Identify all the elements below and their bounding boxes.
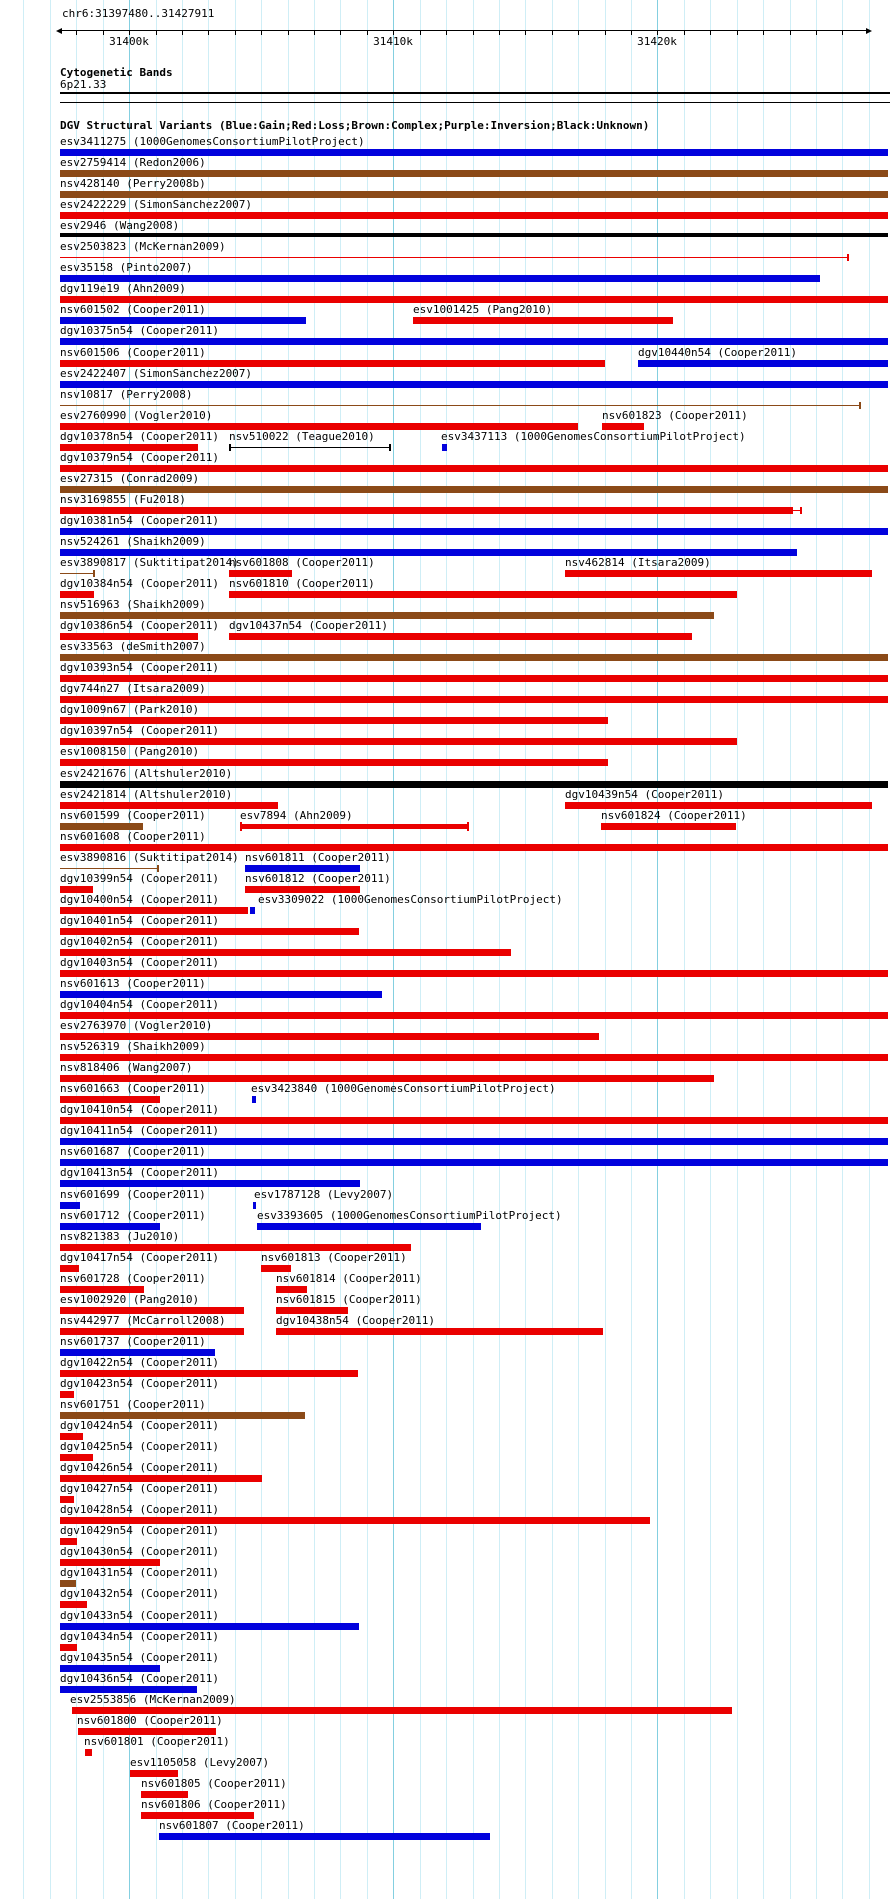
variant-bar[interactable] bbox=[60, 1202, 80, 1209]
variant-label[interactable]: dgv10430n54 (Cooper2011) bbox=[60, 1545, 219, 1558]
variant-span-line[interactable] bbox=[60, 868, 158, 869]
variant-label[interactable]: dgv10424n54 (Cooper2011) bbox=[60, 1419, 219, 1432]
variant-bar[interactable] bbox=[60, 1265, 79, 1272]
variant-label[interactable]: nsv442977 (McCarroll2008) bbox=[60, 1314, 226, 1327]
ruler-tick bbox=[578, 30, 579, 35]
ruler-left-arrow-icon bbox=[56, 28, 62, 34]
variant-bar[interactable] bbox=[60, 928, 359, 935]
variant-label[interactable]: dgv10393n54 (Cooper2011) bbox=[60, 661, 219, 674]
variant-end-tick bbox=[859, 402, 861, 409]
variant-label[interactable]: esv1105058 (Levy2007) bbox=[130, 1756, 270, 1769]
variant-label[interactable]: nsv601506 (Cooper2011) bbox=[60, 346, 206, 359]
ruler-tick bbox=[208, 30, 209, 35]
variant-label[interactable]: esv3411275 (1000GenomesConsortiumPilotProject) bbox=[60, 135, 365, 148]
variant-label[interactable]: nsv601807 (Cooper2011) bbox=[159, 1819, 305, 1832]
variant-bar[interactable] bbox=[60, 949, 511, 956]
variant-span-line[interactable] bbox=[60, 573, 94, 574]
variant-bar[interactable] bbox=[565, 802, 872, 809]
variant-bar[interactable] bbox=[229, 570, 292, 577]
variant-label[interactable]: esv1008150 (Pang2010) bbox=[60, 745, 200, 758]
variant-bar[interactable] bbox=[60, 1307, 244, 1314]
variant-label[interactable]: esv2760990 (Vogler2010) bbox=[60, 409, 213, 422]
variant-bar[interactable] bbox=[159, 1833, 490, 1840]
variant-bar[interactable] bbox=[60, 1328, 244, 1335]
variant-label[interactable]: nsv601800 (Cooper2011) bbox=[77, 1714, 223, 1727]
variant-end-tick bbox=[157, 865, 159, 872]
variant-label[interactable]: dgv10397n54 (Cooper2011) bbox=[60, 724, 219, 737]
variant-label[interactable]: nsv601663 (Cooper2011) bbox=[60, 1082, 206, 1095]
variant-label[interactable]: nsv601699 (Cooper2011) bbox=[60, 1188, 206, 1201]
variant-label[interactable]: nsv601808 (Cooper2011) bbox=[229, 556, 375, 569]
gridline bbox=[50, 0, 51, 1899]
variant-bar[interactable] bbox=[60, 1517, 650, 1524]
variant-label[interactable]: nsv821383 (Ju2010) bbox=[60, 1230, 180, 1243]
variant-bar[interactable] bbox=[60, 233, 888, 237]
variant-bar[interactable] bbox=[60, 486, 888, 493]
variant-bar[interactable] bbox=[60, 1033, 599, 1040]
variant-bar[interactable] bbox=[60, 1454, 93, 1461]
variant-bar[interactable] bbox=[60, 1223, 160, 1230]
variant-bar[interactable] bbox=[60, 781, 888, 788]
variant-label[interactable]: esv2763970 (Vogler2010) bbox=[60, 1019, 213, 1032]
variant-bar[interactable] bbox=[60, 675, 888, 682]
variant-bar[interactable] bbox=[141, 1791, 188, 1798]
variant-label[interactable]: dgv10423n54 (Cooper2011) bbox=[60, 1377, 219, 1390]
variant-bar[interactable] bbox=[60, 1370, 358, 1377]
variant-bar[interactable] bbox=[60, 317, 306, 324]
ruler-tick bbox=[525, 30, 526, 35]
variant-bar[interactable] bbox=[442, 444, 447, 451]
variant-label[interactable]: esv7894 (Ahn2009) bbox=[240, 809, 353, 822]
variant-bar[interactable] bbox=[229, 633, 692, 640]
variant-bar[interactable] bbox=[60, 886, 93, 893]
ruler-tick bbox=[446, 30, 447, 35]
variant-bar[interactable] bbox=[240, 824, 468, 829]
ruler-tick bbox=[340, 30, 341, 35]
variant-label[interactable]: nsv3169855 (Fu2018) bbox=[60, 493, 186, 506]
ruler-tick bbox=[842, 30, 843, 35]
region-title: chr6:31397480..31427911 bbox=[62, 7, 215, 20]
variant-bar[interactable] bbox=[60, 654, 888, 661]
variant-bar[interactable] bbox=[130, 1770, 178, 1777]
ruler-tick bbox=[763, 30, 764, 35]
variant-bar[interactable] bbox=[60, 1391, 74, 1398]
variant-bar[interactable] bbox=[257, 1223, 481, 1230]
variant-bar[interactable] bbox=[250, 907, 255, 914]
ruler-tick bbox=[288, 30, 289, 35]
variant-label[interactable]: dgv10439n54 (Cooper2011) bbox=[565, 788, 724, 801]
variant-bar[interactable] bbox=[252, 1096, 256, 1103]
variant-label[interactable]: esv2421676 (Altshuler2010) bbox=[60, 767, 233, 780]
ruler-tick bbox=[235, 30, 236, 35]
variant-label[interactable]: nsv526319 (Shaikh2009) bbox=[60, 1040, 206, 1053]
variant-bar[interactable] bbox=[60, 759, 608, 766]
variant-bar[interactable] bbox=[60, 149, 888, 156]
variant-label[interactable]: dgv10403n54 (Cooper2011) bbox=[60, 956, 219, 969]
cytoband-label: 6p21.33 bbox=[60, 78, 107, 91]
variant-bar[interactable] bbox=[60, 633, 198, 640]
variant-bar[interactable] bbox=[60, 823, 143, 830]
variant-label[interactable]: dgv10381n54 (Cooper2011) bbox=[60, 514, 219, 527]
variant-label[interactable]: dgv10436n54 (Cooper2011) bbox=[60, 1672, 219, 1685]
variant-label[interactable]: nsv428140 (Perry2008b) bbox=[60, 177, 206, 190]
variant-label[interactable]: dgv10411n54 (Cooper2011) bbox=[60, 1124, 219, 1137]
ruler-tick bbox=[816, 30, 817, 35]
gridline bbox=[552, 0, 553, 1899]
gridline bbox=[842, 0, 843, 1899]
variant-bar[interactable] bbox=[60, 1412, 305, 1419]
gridline bbox=[763, 0, 764, 1899]
variant-label[interactable]: esv3890817 (Suktitipat2014) bbox=[60, 556, 239, 569]
variant-bar[interactable] bbox=[60, 907, 248, 914]
variant-label[interactable]: dgv10375n54 (Cooper2011) bbox=[60, 324, 219, 337]
variant-bar[interactable] bbox=[601, 823, 736, 830]
variant-bar[interactable] bbox=[60, 1433, 83, 1440]
variant-bar[interactable] bbox=[60, 1180, 360, 1187]
variant-span-line[interactable] bbox=[229, 447, 390, 448]
variant-label[interactable]: nsv601814 (Cooper2011) bbox=[276, 1272, 422, 1285]
variant-label[interactable]: nsv601810 (Cooper2011) bbox=[229, 577, 375, 590]
variant-label[interactable]: nsv601824 (Cooper2011) bbox=[601, 809, 747, 822]
variant-bar[interactable] bbox=[60, 549, 797, 556]
variant-bar[interactable] bbox=[60, 1138, 888, 1145]
variant-bar[interactable] bbox=[565, 570, 872, 577]
variant-end-tick bbox=[229, 444, 231, 451]
variant-bar[interactable] bbox=[245, 865, 360, 872]
dgv-track-title: DGV Structural Variants (Blue:Gain;Red:Loss;Brown:Complex;Purple:Inversion;Black:Unknown) bbox=[60, 119, 650, 132]
variant-label[interactable]: dgv10438n54 (Cooper2011) bbox=[276, 1314, 435, 1327]
variant-label[interactable]: dgv119e19 (Ahn2009) bbox=[60, 282, 186, 295]
variant-bar[interactable] bbox=[60, 528, 888, 535]
gridline bbox=[631, 0, 632, 1899]
variant-label[interactable]: nsv601823 (Cooper2011) bbox=[602, 409, 748, 422]
variant-label[interactable]: esv3309022 (1000GenomesConsortiumPilotProject) bbox=[258, 893, 563, 906]
ruler-tick-label: 31400k bbox=[109, 35, 149, 48]
variant-bar[interactable] bbox=[276, 1307, 348, 1314]
variant-label[interactable]: dgv10401n54 (Cooper2011) bbox=[60, 914, 219, 927]
variant-bar[interactable] bbox=[60, 275, 820, 282]
variant-bar[interactable] bbox=[60, 1054, 888, 1061]
ruler-tick bbox=[684, 30, 685, 35]
variant-bar[interactable] bbox=[60, 1286, 144, 1293]
variant-bar[interactable] bbox=[60, 444, 198, 451]
variant-label[interactable]: esv3423840 (1000GenomesConsortiumPilotProject) bbox=[251, 1082, 556, 1095]
variant-label[interactable]: nsv601613 (Cooper2011) bbox=[60, 977, 206, 990]
variant-label[interactable]: nsv601712 (Cooper2011) bbox=[60, 1209, 206, 1222]
ruler-tick bbox=[737, 30, 738, 35]
gridline bbox=[684, 0, 685, 1899]
variant-bar[interactable] bbox=[229, 591, 737, 598]
variant-bar[interactable] bbox=[60, 844, 888, 851]
variant-bar[interactable] bbox=[60, 717, 608, 724]
variant-bar[interactable] bbox=[60, 696, 888, 703]
variant-bar[interactable] bbox=[60, 970, 888, 977]
variant-label[interactable]: dgv10428n54 (Cooper2011) bbox=[60, 1503, 219, 1516]
variant-label[interactable]: dgv10432n54 (Cooper2011) bbox=[60, 1587, 219, 1600]
ruler-tick bbox=[420, 30, 421, 35]
major-gridline bbox=[657, 0, 658, 1899]
variant-label[interactable]: nsv601811 (Cooper2011) bbox=[245, 851, 391, 864]
variant-bar[interactable] bbox=[60, 591, 94, 598]
variant-bar[interactable] bbox=[60, 191, 888, 198]
variant-label[interactable]: dgv10429n54 (Cooper2011) bbox=[60, 1524, 219, 1537]
variant-label[interactable]: esv2422407 (SimonSanchez2007) bbox=[60, 367, 253, 380]
ruler-tick bbox=[631, 30, 632, 35]
variant-bar[interactable] bbox=[60, 1475, 262, 1482]
variant-bar[interactable] bbox=[60, 1623, 359, 1630]
variant-label[interactable]: nsv601599 (Cooper2011) bbox=[60, 809, 206, 822]
variant-bar[interactable] bbox=[60, 507, 793, 514]
variant-label[interactable]: dgv10422n54 (Cooper2011) bbox=[60, 1356, 219, 1369]
variant-label[interactable]: esv35158 (Pinto2007) bbox=[60, 261, 193, 274]
variant-label[interactable]: nsv601805 (Cooper2011) bbox=[141, 1777, 287, 1790]
variant-label[interactable]: nsv524261 (Shaikh2009) bbox=[60, 535, 206, 548]
variant-label[interactable]: nsv462814 (Itsara2009) bbox=[565, 556, 711, 569]
variant-label[interactable]: dgv10379n54 (Cooper2011) bbox=[60, 451, 219, 464]
variant-bar[interactable] bbox=[60, 1244, 411, 1251]
variant-label[interactable]: dgv10437n54 (Cooper2011) bbox=[229, 619, 388, 632]
variant-label[interactable]: dgv10435n54 (Cooper2011) bbox=[60, 1651, 219, 1664]
ruler-tick bbox=[499, 30, 500, 35]
variant-label[interactable]: esv2946 (Wang2008) bbox=[60, 219, 180, 232]
variant-label[interactable]: esv2421814 (Altshuler2010) bbox=[60, 788, 233, 801]
variant-label[interactable]: esv2759414 (Redon2006) bbox=[60, 156, 206, 169]
variant-end-tick bbox=[847, 254, 849, 261]
variant-label[interactable]: dgv10427n54 (Cooper2011) bbox=[60, 1482, 219, 1495]
variant-bar[interactable] bbox=[60, 1580, 76, 1587]
variant-bar[interactable] bbox=[60, 1349, 215, 1356]
variant-label[interactable]: nsv601815 (Cooper2011) bbox=[276, 1293, 422, 1306]
variant-label[interactable]: dgv10384n54 (Cooper2011) bbox=[60, 577, 219, 590]
variant-bar[interactable] bbox=[245, 886, 360, 893]
ruler-tick bbox=[605, 30, 606, 35]
ruler-right-arrow-icon bbox=[866, 28, 872, 34]
variant-label[interactable]: nsv601751 (Cooper2011) bbox=[60, 1398, 206, 1411]
gridline bbox=[710, 0, 711, 1899]
variant-bar[interactable] bbox=[60, 1665, 160, 1672]
gridline bbox=[23, 0, 24, 1899]
variant-end-tick bbox=[389, 444, 391, 451]
variant-label[interactable]: esv3437113 (1000GenomesConsortiumPilotProject) bbox=[441, 430, 746, 443]
variant-label[interactable]: esv1787128 (Levy2007) bbox=[254, 1188, 394, 1201]
variant-bar[interactable] bbox=[60, 1096, 160, 1103]
ruler-tick bbox=[314, 30, 315, 35]
variant-label[interactable]: dgv10378n54 (Cooper2011) bbox=[60, 430, 219, 443]
ruler-tick bbox=[156, 30, 157, 35]
variant-bar[interactable] bbox=[413, 317, 673, 324]
variant-label[interactable]: esv2503823 (McKernan2009) bbox=[60, 240, 226, 253]
variant-label[interactable]: dgv10417n54 (Cooper2011) bbox=[60, 1251, 219, 1264]
variant-bar[interactable] bbox=[60, 1644, 77, 1651]
variant-bar[interactable] bbox=[276, 1328, 603, 1335]
ruler-tick-label: 31410k bbox=[373, 35, 413, 48]
ruler-tick bbox=[76, 30, 77, 35]
variant-label[interactable]: esv3393605 (1000GenomesConsortiumPilotProject) bbox=[257, 1209, 562, 1222]
ruler-tick bbox=[790, 30, 791, 35]
variant-end-tick bbox=[800, 507, 802, 514]
variant-end-tick bbox=[93, 570, 95, 577]
variant-bar[interactable] bbox=[253, 1202, 256, 1209]
variant-bar[interactable] bbox=[60, 360, 605, 367]
variant-label[interactable]: esv33563 (deSmith2007) bbox=[60, 640, 206, 653]
variant-span-line[interactable] bbox=[60, 405, 860, 406]
variant-label[interactable]: nsv10817 (Perry2008) bbox=[60, 388, 193, 401]
variant-bar[interactable] bbox=[60, 381, 888, 388]
variant-bar[interactable] bbox=[60, 1559, 160, 1566]
variant-label[interactable]: dgv10433n54 (Cooper2011) bbox=[60, 1609, 219, 1622]
variant-label[interactable]: esv1002920 (Pang2010) bbox=[60, 1293, 200, 1306]
variant-label[interactable]: nsv601737 (Cooper2011) bbox=[60, 1335, 206, 1348]
gridline bbox=[525, 0, 526, 1899]
variant-bar[interactable] bbox=[60, 738, 737, 745]
variant-bar[interactable] bbox=[261, 1265, 291, 1272]
variant-label[interactable]: dgv10426n54 (Cooper2011) bbox=[60, 1461, 219, 1474]
variant-bar[interactable] bbox=[60, 423, 578, 430]
variant-label[interactable]: dgv744n27 (Itsara2009) bbox=[60, 682, 206, 695]
variant-label[interactable]: dgv10399n54 (Cooper2011) bbox=[60, 872, 219, 885]
variant-label[interactable]: dgv10410n54 (Cooper2011) bbox=[60, 1103, 219, 1116]
ruler-tick bbox=[261, 30, 262, 35]
ruler-tick bbox=[552, 30, 553, 35]
variant-label[interactable]: nsv818406 (Wang2007) bbox=[60, 1061, 193, 1074]
variant-label[interactable]: dgv10425n54 (Cooper2011) bbox=[60, 1440, 219, 1453]
variant-label[interactable]: dgv1009n67 (Park2010) bbox=[60, 703, 200, 716]
variant-label[interactable]: dgv10440n54 (Cooper2011) bbox=[638, 346, 797, 359]
variant-label[interactable]: dgv10404n54 (Cooper2011) bbox=[60, 998, 219, 1011]
variant-label[interactable]: dgv10386n54 (Cooper2011) bbox=[60, 619, 219, 632]
variant-bar[interactable] bbox=[638, 360, 888, 367]
variant-label[interactable]: nsv516963 (Shaikh2009) bbox=[60, 598, 206, 611]
gridline bbox=[605, 0, 606, 1899]
gridline bbox=[869, 0, 870, 1899]
variant-bar[interactable] bbox=[60, 1012, 888, 1019]
gridline bbox=[790, 0, 791, 1899]
variant-bar[interactable] bbox=[60, 1686, 197, 1693]
variant-bar[interactable] bbox=[276, 1286, 307, 1293]
variant-label[interactable]: nsv510022 (Teague2010) bbox=[229, 430, 375, 443]
variant-bar[interactable] bbox=[60, 338, 888, 345]
variant-label[interactable]: dgv10413n54 (Cooper2011) bbox=[60, 1166, 219, 1179]
variant-bar[interactable] bbox=[78, 1728, 216, 1735]
gridline bbox=[816, 0, 817, 1899]
variant-label[interactable]: nsv601801 (Cooper2011) bbox=[84, 1735, 230, 1748]
ruler-tick bbox=[367, 30, 368, 35]
variant-bar[interactable] bbox=[85, 1749, 92, 1756]
variant-bar[interactable] bbox=[60, 170, 888, 177]
variant-label[interactable]: dgv10402n54 (Cooper2011) bbox=[60, 935, 219, 948]
variant-bar[interactable] bbox=[60, 465, 888, 472]
variant-bar[interactable] bbox=[72, 1707, 732, 1714]
variant-label[interactable]: nsv601806 (Cooper2011) bbox=[141, 1798, 287, 1811]
variant-label[interactable]: nsv601687 (Cooper2011) bbox=[60, 1145, 206, 1158]
variant-label[interactable]: nsv601728 (Cooper2011) bbox=[60, 1272, 206, 1285]
variant-label[interactable]: nsv601812 (Cooper2011) bbox=[245, 872, 391, 885]
variant-bar[interactable] bbox=[60, 212, 888, 219]
variant-label[interactable]: nsv601608 (Cooper2011) bbox=[60, 830, 206, 843]
variant-label[interactable]: nsv601502 (Cooper2011) bbox=[60, 303, 206, 316]
variant-label[interactable]: dgv10434n54 (Cooper2011) bbox=[60, 1630, 219, 1643]
variant-bar[interactable] bbox=[60, 296, 888, 303]
variant-bar[interactable] bbox=[602, 423, 644, 430]
variant-bar[interactable] bbox=[60, 1496, 74, 1503]
variant-bar[interactable] bbox=[60, 1075, 714, 1082]
variant-label[interactable]: dgv10431n54 (Cooper2011) bbox=[60, 1566, 219, 1579]
variant-label[interactable]: esv3890816 (Suktitipat2014) bbox=[60, 851, 239, 864]
variant-bar[interactable] bbox=[60, 1601, 87, 1608]
gridline bbox=[737, 0, 738, 1899]
variant-bar[interactable] bbox=[141, 1812, 254, 1819]
variant-bar[interactable] bbox=[60, 1117, 888, 1124]
ruler-tick bbox=[473, 30, 474, 35]
variant-bar[interactable] bbox=[60, 991, 382, 998]
variant-label[interactable]: esv1001425 (Pang2010) bbox=[413, 303, 553, 316]
variant-bar[interactable] bbox=[60, 802, 278, 809]
ruler-tick bbox=[103, 30, 104, 35]
ruler-tick bbox=[182, 30, 183, 35]
ruler-tick bbox=[710, 30, 711, 35]
variant-bar[interactable] bbox=[60, 1538, 77, 1545]
gridline bbox=[578, 0, 579, 1899]
variant-label[interactable]: esv27315 (Conrad2009) bbox=[60, 472, 200, 485]
variant-label[interactable]: esv2422229 (SimonSanchez2007) bbox=[60, 198, 253, 211]
variant-end-tick bbox=[467, 822, 469, 831]
variant-end-tick bbox=[240, 822, 242, 831]
cytobands-section-title: Cytogenetic Bands bbox=[60, 66, 173, 79]
ruler-tick-label: 31420k bbox=[637, 35, 677, 48]
variant-bar[interactable] bbox=[60, 612, 714, 619]
variant-bar[interactable] bbox=[60, 1159, 888, 1166]
variant-label[interactable]: dgv10400n54 (Cooper2011) bbox=[60, 893, 219, 906]
variant-label[interactable]: esv2553856 (McKernan2009) bbox=[70, 1693, 236, 1706]
cytoband-box bbox=[60, 92, 890, 103]
variant-span-line[interactable] bbox=[60, 257, 848, 258]
variant-label[interactable]: nsv601813 (Cooper2011) bbox=[261, 1251, 407, 1264]
